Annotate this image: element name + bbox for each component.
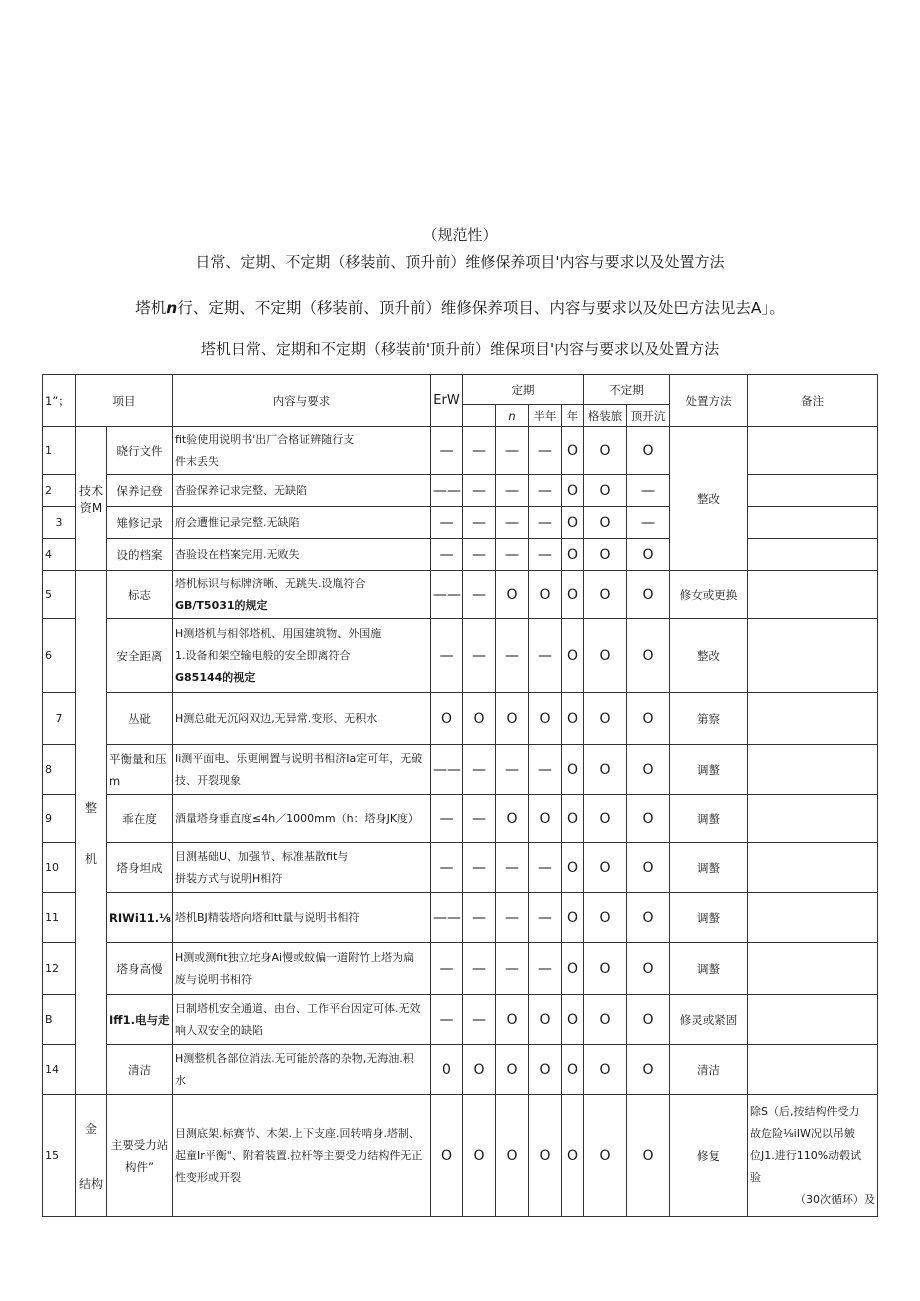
row-no: 5: [43, 571, 76, 619]
row-method: 调螯: [670, 795, 748, 843]
appendix-label: （规范性）: [422, 226, 498, 244]
header-irregular: 不定期: [584, 375, 670, 405]
row-item: 标志: [107, 571, 173, 619]
mark-daily: 0: [431, 1045, 463, 1095]
mark-jack: O: [627, 943, 670, 995]
row-note: [748, 943, 878, 995]
header-item: 项目: [76, 375, 173, 427]
tail-note: （30次循环）及: [795, 1192, 875, 1206]
intro-prefix: 塔机: [135, 299, 167, 317]
row-method: 调螯: [670, 843, 748, 893]
row-content: H测或测fit独立坨身Ai慢或蚊偏一道附竹上塔为扁 废与说明书相符: [173, 943, 431, 995]
mark-move: O: [584, 539, 627, 571]
mark-halfyear: —: [529, 539, 562, 571]
row-no: 3: [43, 507, 76, 539]
mark-move: O: [584, 795, 627, 843]
row-note: [748, 507, 878, 539]
table-row: [43, 507, 878, 539]
row-note: [748, 475, 878, 507]
mark-daily: —: [431, 539, 463, 571]
row-content: H测塔机与相邻塔机、用国建筑物、外国施 1.设备和架空输电般的安全即离符合 G85144的视定: [173, 619, 431, 693]
mark-halfyear: —: [529, 893, 562, 943]
group-metal: [76, 1095, 107, 1217]
mark-year: O: [562, 843, 584, 893]
mark-year: O: [562, 893, 584, 943]
mark-halfyear: —: [529, 427, 562, 475]
table-row: [43, 693, 878, 745]
group-metal-line2: 结构: [78, 1176, 103, 1191]
row-no: 2: [43, 475, 76, 507]
mark-jack: O: [627, 693, 670, 745]
row-method: 修女或更换: [670, 571, 748, 619]
mark-halfyear: O: [529, 571, 562, 619]
mark-daily: O: [431, 693, 463, 745]
row-content: 酒量塔身垂直度≤4h／1000mm（h：塔身JK度）: [173, 795, 431, 843]
mark-move: O: [584, 1095, 627, 1217]
table-row: [43, 475, 878, 507]
row-note: [748, 571, 878, 619]
mark-year: O: [562, 475, 584, 507]
mark-move: O: [584, 893, 627, 943]
mark-move: O: [584, 843, 627, 893]
row-item: 主要受力站构件”: [107, 1095, 173, 1217]
header-content: 内容与要求: [173, 375, 431, 427]
row-note: [748, 843, 878, 893]
row-method: 第察: [670, 693, 748, 745]
mark-week: —: [463, 943, 496, 995]
mark-month: O: [496, 995, 529, 1045]
row-item: 丛砒: [107, 693, 173, 745]
table-row: [43, 539, 878, 571]
row-method: 修复: [670, 1095, 748, 1217]
mark-year: O: [562, 507, 584, 539]
row-no: 1: [43, 427, 76, 475]
mark-daily: —: [431, 619, 463, 693]
row-content: 塔机标识与标牌济晰、无跳失.设胤符合 GB/T5031的规定: [173, 571, 431, 619]
mark-move: O: [584, 427, 627, 475]
row-no: 9: [43, 795, 76, 843]
mark-week: —: [463, 539, 496, 571]
mark-daily: —: [431, 507, 463, 539]
group-whole-line2: 机: [84, 851, 97, 866]
mark-jack: O: [627, 893, 670, 943]
row-no: 10: [43, 843, 76, 893]
mark-daily: ——: [431, 745, 463, 795]
mark-month: —: [496, 745, 529, 795]
row-no: 4: [43, 539, 76, 571]
mark-year: O: [562, 693, 584, 745]
mark-jack: O: [627, 1045, 670, 1095]
mark-jack: O: [627, 1095, 670, 1217]
mark-halfyear: O: [529, 693, 562, 745]
mark-week: —: [463, 475, 496, 507]
mark-week: O: [463, 1095, 496, 1217]
row-note: [748, 795, 878, 843]
table-row: [43, 427, 878, 475]
header-note: 备注: [748, 375, 878, 427]
mark-halfyear: O: [529, 1095, 562, 1217]
mark-jack: O: [627, 745, 670, 795]
mark-year: O: [562, 539, 584, 571]
row-note: [748, 1045, 878, 1095]
header-row-1: [43, 375, 878, 405]
mark-month: —: [496, 507, 529, 539]
mark-daily: —: [431, 427, 463, 475]
table-row: [43, 843, 878, 893]
mark-halfyear: —: [529, 507, 562, 539]
mark-daily: —: [431, 995, 463, 1045]
mark-week: —: [463, 893, 496, 943]
row-item: 设的档案: [107, 539, 173, 571]
mark-move: O: [584, 1045, 627, 1095]
mark-month: —: [496, 843, 529, 893]
group-whole: [76, 571, 107, 1095]
mark-move: O: [584, 619, 627, 693]
mark-year: O: [562, 1095, 584, 1217]
row-method: 整改: [670, 619, 748, 693]
row-item: 安全距离: [107, 619, 173, 693]
row-method: 调螯: [670, 943, 748, 995]
row-content: 日制塔机安全通道、由台、工作平台因定可体.无效 响人双安全的缺陷: [173, 995, 431, 1045]
mark-move: O: [584, 571, 627, 619]
mark-month: O: [496, 1095, 529, 1217]
row-item: 乖在度: [107, 795, 173, 843]
row-content: 目测基础U、加强节、标准基散fit与 拼装方式与说明H相符: [173, 843, 431, 893]
mark-jack: —: [627, 475, 670, 507]
row-content: 塔机BJ精装塔向塔和tt量与说明书相符: [173, 893, 431, 943]
header-halfyear: 半年: [529, 405, 562, 427]
mark-move: O: [584, 693, 627, 745]
intro-suffix: 行、定期、不定期（移装前、顶升前）维修保养项目、内容与要求以及处巴方法见去A」。: [177, 299, 785, 317]
group-whole-line1: 整: [84, 800, 97, 815]
header-move: 格装旅: [584, 405, 627, 427]
table-row: [43, 571, 878, 619]
mark-halfyear: O: [529, 795, 562, 843]
row-item: RIWi11.⅛: [107, 893, 173, 943]
mark-daily: —: [431, 795, 463, 843]
mark-month: O: [496, 693, 529, 745]
mark-move: O: [584, 995, 627, 1045]
mark-year: O: [562, 795, 584, 843]
mark-week: —: [463, 843, 496, 893]
table-caption: 塔机日常、定期和不定期（移装前'顶升前）维保项目'内容与要求以及处置方法: [200, 340, 720, 358]
row-note: [748, 893, 878, 943]
row-content: H测整机各部位消法.无可能於落的杂物,无海油.积 水: [173, 1045, 431, 1095]
table-row: [43, 943, 878, 995]
mark-month: O: [496, 1045, 529, 1095]
mark-jack: —: [627, 507, 670, 539]
mark-daily: ——: [431, 571, 463, 619]
table-row: [43, 995, 878, 1045]
header-year: 年: [562, 405, 584, 427]
table-row: [43, 893, 878, 943]
header-no: 1”；: [43, 375, 76, 427]
mark-jack: O: [627, 571, 670, 619]
row-content: 府会遭惟记录完整.无缺陷: [173, 507, 431, 539]
mark-month: —: [496, 893, 529, 943]
mark-halfyear: —: [529, 619, 562, 693]
table-row: [43, 1095, 878, 1217]
row-item: 塔身坦成: [107, 843, 173, 893]
group-tech: 技术资M: [76, 427, 107, 571]
mark-year: O: [562, 571, 584, 619]
mark-year: O: [562, 427, 584, 475]
table-row: [43, 745, 878, 795]
row-note: [748, 995, 878, 1045]
row-item: 雉修记录: [107, 507, 173, 539]
mark-year: O: [562, 745, 584, 795]
mark-week: —: [463, 995, 496, 1045]
mark-week: —: [463, 427, 496, 475]
mark-daily: ——: [431, 475, 463, 507]
row-no: 14: [43, 1045, 76, 1095]
row-method: 整改: [670, 427, 748, 571]
mark-month: —: [496, 539, 529, 571]
table-row: [43, 619, 878, 693]
mark-jack: O: [627, 619, 670, 693]
row-no: B: [43, 995, 76, 1045]
mark-halfyear: —: [529, 843, 562, 893]
mark-month: —: [496, 943, 529, 995]
mark-month: O: [496, 571, 529, 619]
mark-week: —: [463, 619, 496, 693]
row-content: 目测底架.标赛节、木架.上下支座.回转啃身.塔制、 起童Ir平衡"、附着装置.拉杆等主要受力结构件无正 性变形或开裂: [173, 1095, 431, 1217]
row-method: 调螯: [670, 745, 748, 795]
row-content: Ii测平面电、乐更闸置与说明书相济Ia定可年，无破 技、开裂现象: [173, 745, 431, 795]
mark-week: O: [463, 693, 496, 745]
row-no: 15: [43, 1095, 76, 1217]
header-method: 处置方法: [670, 375, 748, 427]
mark-month: —: [496, 427, 529, 475]
intro-glyph: n: [166, 299, 178, 317]
intro-sentence: [0, 296, 920, 318]
row-note: [748, 745, 878, 795]
mark-daily: —: [431, 843, 463, 893]
row-note: 除S（后,按结构件受力 故危险⅛iIW况以吊皴 位J1.进行110%动毂试 验 （30次循环）及: [748, 1095, 878, 1217]
mark-month: —: [496, 475, 529, 507]
row-item: 清洁: [107, 1045, 173, 1095]
mark-daily: —: [431, 943, 463, 995]
mark-jack: O: [627, 539, 670, 571]
row-content: H测总砒无沉闷双边,无异常.变形、无积水: [173, 693, 431, 745]
mark-halfyear: O: [529, 995, 562, 1045]
header-daily: ErW: [431, 375, 463, 427]
mark-jack: O: [627, 995, 670, 1045]
appendix-title: 日常、定期、不定期（移装前、顶升前）维修保养项目'内容与要求以及处置方法: [195, 253, 725, 271]
mark-jack: O: [627, 843, 670, 893]
mark-week: O: [463, 1045, 496, 1095]
mark-daily: ——: [431, 893, 463, 943]
row-no: 8: [43, 745, 76, 795]
row-content: fit验使用说明书'出厂合格证辨随行支 件末丢失: [173, 427, 431, 475]
mark-week: —: [463, 795, 496, 843]
row-item: 晓行文件: [107, 427, 173, 475]
mark-week: —: [463, 745, 496, 795]
mark-halfyear: —: [529, 943, 562, 995]
group-metal-line1: 金: [84, 1121, 97, 1136]
mark-halfyear: O: [529, 1045, 562, 1095]
mark-year: O: [562, 1045, 584, 1095]
mark-year: O: [562, 943, 584, 995]
mark-move: O: [584, 943, 627, 995]
table-row: [43, 795, 878, 843]
row-method: 调螯: [670, 893, 748, 943]
row-method: 清洁: [670, 1045, 748, 1095]
header-month: n: [496, 405, 529, 427]
row-content: 杳验保养记求完整、无缺陷: [173, 475, 431, 507]
row-method: 修灵或紧固: [670, 995, 748, 1045]
mark-move: O: [584, 507, 627, 539]
maintenance-table: [42, 374, 878, 1217]
row-note: [748, 427, 878, 475]
mark-jack: O: [627, 427, 670, 475]
header-jack: 顶开沆: [627, 405, 670, 427]
header-week: [463, 405, 496, 427]
table-row: [43, 1045, 878, 1095]
row-item: Iff1.电与走: [107, 995, 173, 1045]
mark-month: —: [496, 619, 529, 693]
row-no: 11: [43, 893, 76, 943]
mark-daily: O: [431, 1095, 463, 1217]
row-note: [748, 693, 878, 745]
row-no: 12: [43, 943, 76, 995]
mark-move: O: [584, 475, 627, 507]
mark-year: O: [562, 619, 584, 693]
row-item: 保养记登: [107, 475, 173, 507]
row-note: [748, 539, 878, 571]
row-note: [748, 619, 878, 693]
mark-week: —: [463, 507, 496, 539]
mark-move: O: [584, 745, 627, 795]
mark-halfyear: —: [529, 745, 562, 795]
header-periodic: 定期: [463, 375, 584, 405]
mark-jack: O: [627, 795, 670, 843]
row-content: 杳验设在档案完用.无败失: [173, 539, 431, 571]
row-item: 平衡量和压m: [107, 745, 173, 795]
row-no: 6: [43, 619, 76, 693]
mark-year: O: [562, 995, 584, 1045]
mark-week: —: [463, 571, 496, 619]
mark-halfyear: —: [529, 475, 562, 507]
row-item: 塔身高慢: [107, 943, 173, 995]
row-no: 7: [43, 693, 76, 745]
mark-month: O: [496, 795, 529, 843]
